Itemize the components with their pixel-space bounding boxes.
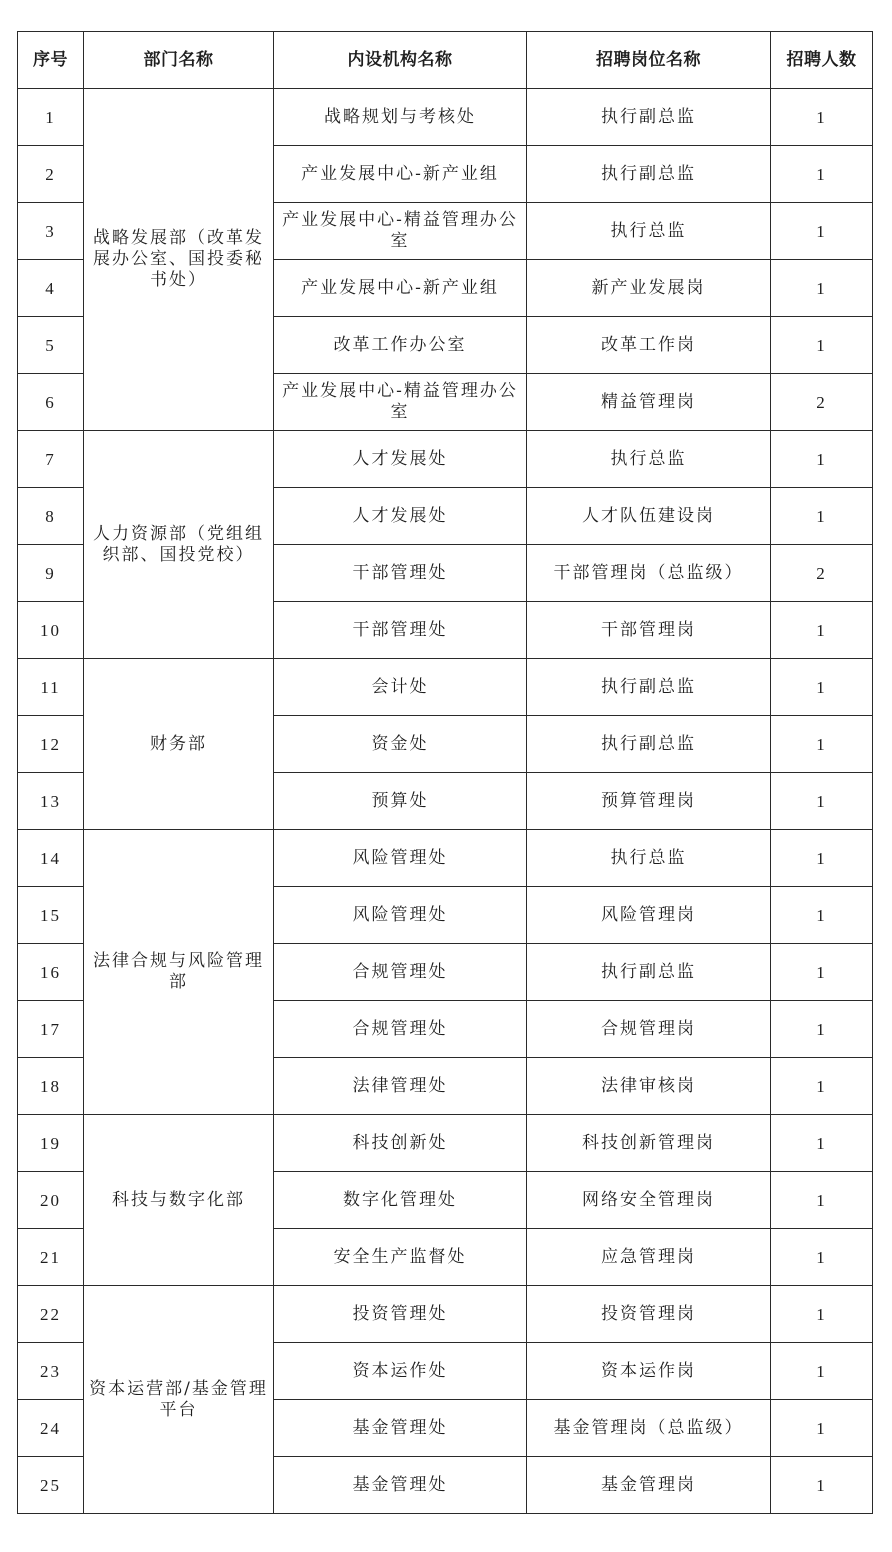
headcount: 1 xyxy=(771,488,873,545)
internal-unit-name: 干部管理处 xyxy=(274,545,527,602)
internal-unit-name: 产业发展中心-新产业组 xyxy=(274,146,527,203)
position-name: 新产业发展岗 xyxy=(527,260,771,317)
row-number: 15 xyxy=(18,887,84,944)
department-name: 人力资源部（党组组织部、国投党校） xyxy=(84,431,274,659)
row-number: 8 xyxy=(18,488,84,545)
position-name: 预算管理岗 xyxy=(527,773,771,830)
headcount: 1 xyxy=(771,431,873,488)
row-number: 4 xyxy=(18,260,84,317)
position-name: 改革工作岗 xyxy=(527,317,771,374)
position-name: 合规管理岗 xyxy=(527,1001,771,1058)
recruitment-table-container xyxy=(17,31,873,1514)
internal-unit-name: 合规管理处 xyxy=(274,1001,527,1058)
internal-unit-name: 基金管理处 xyxy=(274,1400,527,1457)
position-name: 基金管理岗 xyxy=(527,1457,771,1514)
headcount: 1 xyxy=(771,602,873,659)
internal-unit-name: 安全生产监督处 xyxy=(274,1229,527,1286)
position-name: 执行副总监 xyxy=(527,716,771,773)
row-number: 14 xyxy=(18,830,84,887)
position-name: 执行副总监 xyxy=(527,89,771,146)
internal-unit-name: 产业发展中心-精益管理办公室 xyxy=(274,203,527,260)
row-number: 21 xyxy=(18,1229,84,1286)
row-number: 16 xyxy=(18,944,84,1001)
headcount: 1 xyxy=(771,944,873,1001)
headcount: 1 xyxy=(771,830,873,887)
internal-unit-name: 战略规划与考核处 xyxy=(274,89,527,146)
department-name: 科技与数字化部 xyxy=(84,1115,274,1286)
header-count: 招聘人数 xyxy=(771,32,873,89)
position-name: 应急管理岗 xyxy=(527,1229,771,1286)
internal-unit-name: 数字化管理处 xyxy=(274,1172,527,1229)
internal-unit-name: 资金处 xyxy=(274,716,527,773)
department-name: 资本运营部/基金管理平台 xyxy=(84,1286,274,1514)
headcount: 1 xyxy=(771,260,873,317)
table-body xyxy=(18,89,873,1514)
row-number: 6 xyxy=(18,374,84,431)
row-number: 12 xyxy=(18,716,84,773)
headcount: 1 xyxy=(771,146,873,203)
position-name: 网络安全管理岗 xyxy=(527,1172,771,1229)
row-number: 17 xyxy=(18,1001,84,1058)
row-number: 22 xyxy=(18,1286,84,1343)
internal-unit-name: 投资管理处 xyxy=(274,1286,527,1343)
row-number: 18 xyxy=(18,1058,84,1115)
headcount: 1 xyxy=(771,1400,873,1457)
table-row xyxy=(18,1286,873,1343)
row-number: 5 xyxy=(18,317,84,374)
headcount: 1 xyxy=(771,716,873,773)
headcount: 1 xyxy=(771,1286,873,1343)
header-no: 序号 xyxy=(18,32,84,89)
table-row xyxy=(18,830,873,887)
table-row xyxy=(18,431,873,488)
headcount: 2 xyxy=(771,374,873,431)
headcount: 1 xyxy=(771,887,873,944)
internal-unit-name: 改革工作办公室 xyxy=(274,317,527,374)
position-name: 人才队伍建设岗 xyxy=(527,488,771,545)
internal-unit-name: 合规管理处 xyxy=(274,944,527,1001)
internal-unit-name: 基金管理处 xyxy=(274,1457,527,1514)
header-row xyxy=(18,32,873,89)
position-name: 科技创新管理岗 xyxy=(527,1115,771,1172)
internal-unit-name: 产业发展中心-精益管理办公室 xyxy=(274,374,527,431)
row-number: 9 xyxy=(18,545,84,602)
headcount: 1 xyxy=(771,1115,873,1172)
row-number: 1 xyxy=(18,89,84,146)
internal-unit-name: 风险管理处 xyxy=(274,830,527,887)
row-number: 10 xyxy=(18,602,84,659)
row-number: 20 xyxy=(18,1172,84,1229)
row-number: 11 xyxy=(18,659,84,716)
internal-unit-name: 预算处 xyxy=(274,773,527,830)
headcount: 1 xyxy=(771,773,873,830)
header-post: 招聘岗位名称 xyxy=(527,32,771,89)
headcount: 1 xyxy=(771,1343,873,1400)
row-number: 23 xyxy=(18,1343,84,1400)
row-number: 2 xyxy=(18,146,84,203)
position-name: 执行副总监 xyxy=(527,659,771,716)
position-name: 精益管理岗 xyxy=(527,374,771,431)
position-name: 风险管理岗 xyxy=(527,887,771,944)
table-row xyxy=(18,89,873,146)
row-number: 3 xyxy=(18,203,84,260)
position-name: 干部管理岗 xyxy=(527,602,771,659)
headcount: 1 xyxy=(771,317,873,374)
header-unit: 内设机构名称 xyxy=(274,32,527,89)
internal-unit-name: 人才发展处 xyxy=(274,431,527,488)
internal-unit-name: 干部管理处 xyxy=(274,602,527,659)
internal-unit-name: 产业发展中心-新产业组 xyxy=(274,260,527,317)
position-name: 基金管理岗（总监级） xyxy=(527,1400,771,1457)
headcount: 1 xyxy=(771,1457,873,1514)
headcount: 1 xyxy=(771,659,873,716)
position-name: 执行总监 xyxy=(527,431,771,488)
internal-unit-name: 资本运作处 xyxy=(274,1343,527,1400)
row-number: 19 xyxy=(18,1115,84,1172)
position-name: 执行总监 xyxy=(527,830,771,887)
headcount: 1 xyxy=(771,1172,873,1229)
row-number: 24 xyxy=(18,1400,84,1457)
internal-unit-name: 法律管理处 xyxy=(274,1058,527,1115)
internal-unit-name: 科技创新处 xyxy=(274,1115,527,1172)
position-name: 干部管理岗（总监级） xyxy=(527,545,771,602)
department-name: 法律合规与风险管理部 xyxy=(84,830,274,1115)
position-name: 法律审核岗 xyxy=(527,1058,771,1115)
internal-unit-name: 风险管理处 xyxy=(274,887,527,944)
headcount: 1 xyxy=(771,1229,873,1286)
header-dept: 部门名称 xyxy=(84,32,274,89)
headcount: 1 xyxy=(771,89,873,146)
position-name: 资本运作岗 xyxy=(527,1343,771,1400)
table-row xyxy=(18,1115,873,1172)
department-name: 财务部 xyxy=(84,659,274,830)
headcount: 1 xyxy=(771,1001,873,1058)
recruitment-table xyxy=(17,31,873,1514)
row-number: 25 xyxy=(18,1457,84,1514)
row-number: 7 xyxy=(18,431,84,488)
table-row xyxy=(18,659,873,716)
position-name: 执行总监 xyxy=(527,203,771,260)
position-name: 执行副总监 xyxy=(527,146,771,203)
position-name: 执行副总监 xyxy=(527,944,771,1001)
headcount: 1 xyxy=(771,1058,873,1115)
department-name: 战略发展部（改革发展办公室、国投委秘书处） xyxy=(84,89,274,431)
internal-unit-name: 会计处 xyxy=(274,659,527,716)
headcount: 1 xyxy=(771,203,873,260)
row-number: 13 xyxy=(18,773,84,830)
position-name: 投资管理岗 xyxy=(527,1286,771,1343)
internal-unit-name: 人才发展处 xyxy=(274,488,527,545)
headcount: 2 xyxy=(771,545,873,602)
